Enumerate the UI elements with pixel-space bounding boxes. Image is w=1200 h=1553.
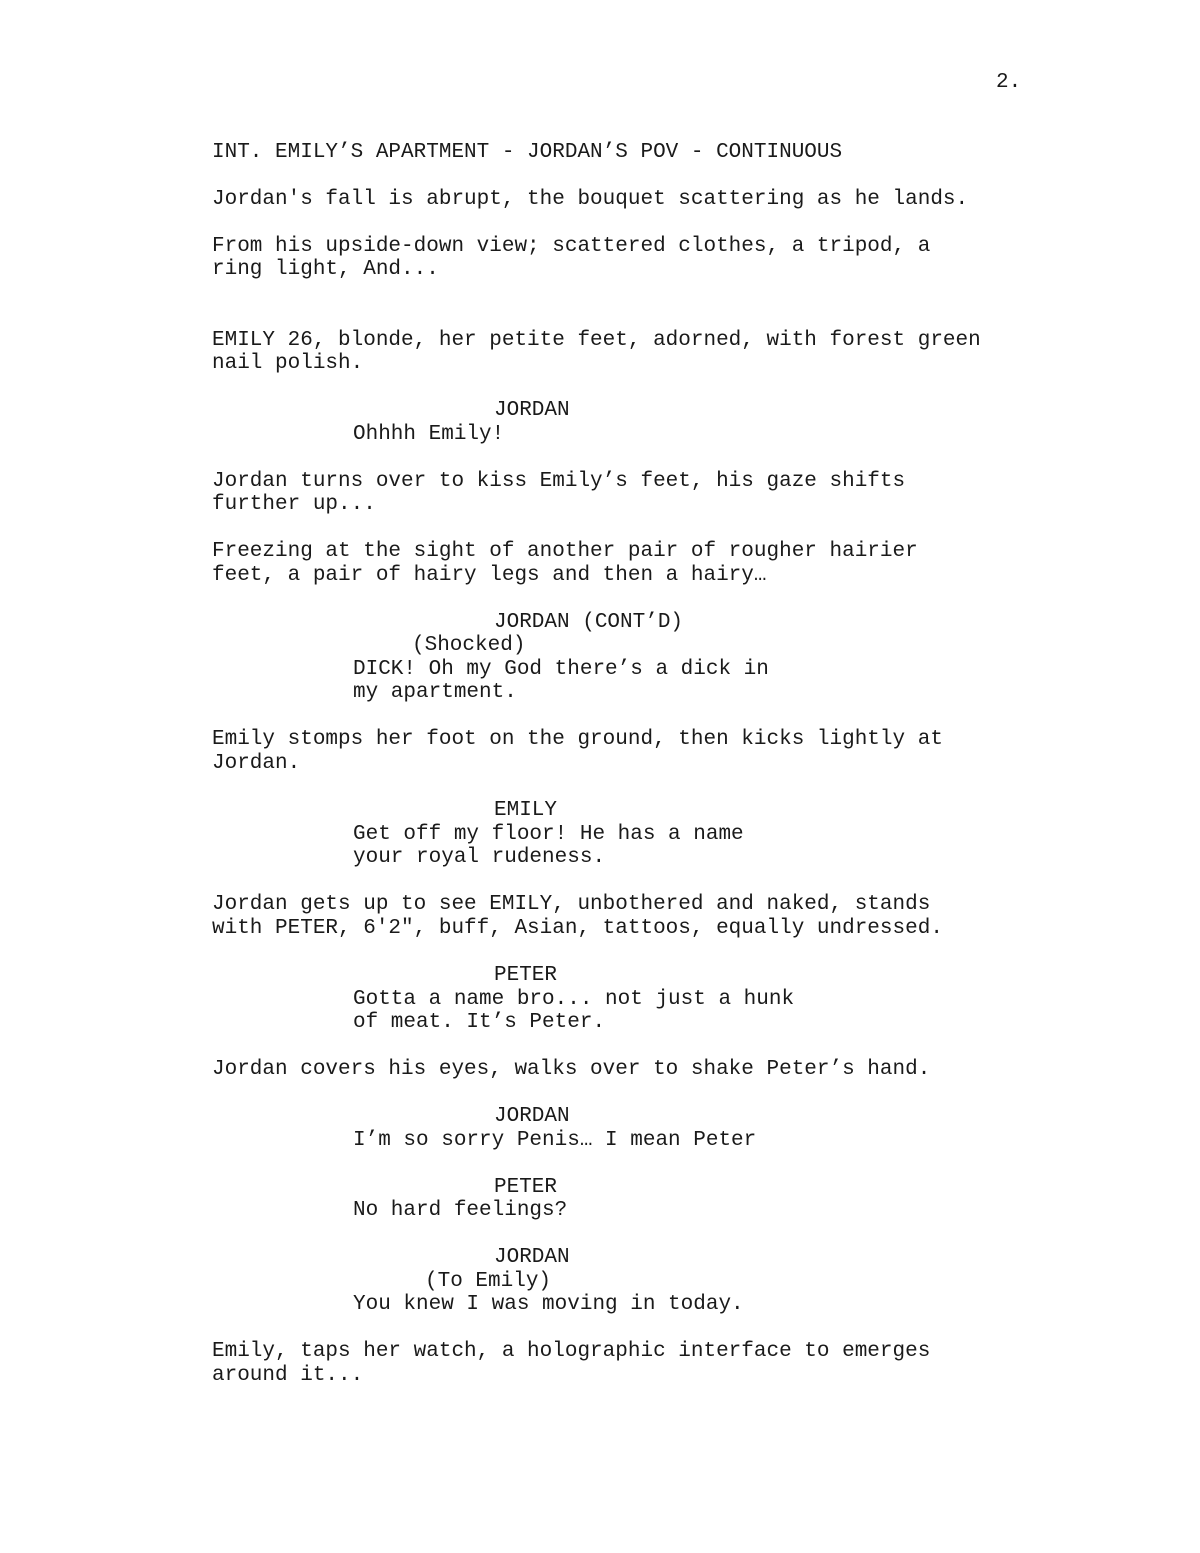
action-line: around it... (212, 1364, 364, 1387)
parenthetical: (Shocked) (412, 634, 526, 657)
dialogue-line: No hard feelings? (353, 1199, 568, 1222)
action-line: Emily stomps her foot on the ground, then kicks lightly at (212, 728, 943, 751)
action-line: further up... (212, 493, 376, 516)
dialogue-line: of meat. It’s Peter. (353, 1011, 606, 1034)
dialogue-line: your royal rudeness. (353, 846, 606, 869)
action-line: with PETER, 6'2", buff, Asian, tattoos, equally undressed. (212, 917, 943, 940)
action-line: Jordan gets up to see EMILY, unbothered and naked, stands (212, 893, 931, 916)
action-line: From his upside-down view; scattered clothes, a tripod, a (212, 235, 931, 258)
page-number: 2. (996, 71, 1022, 94)
character-name: JORDAN (494, 1105, 570, 1128)
character-name: JORDAN (CONT’D) (494, 611, 684, 634)
action-line: Jordan turns over to kiss Emily’s feet, his gaze shifts (212, 470, 906, 493)
action-line: EMILY 26, blonde, her petite feet, adorned, with forest green (212, 329, 981, 352)
dialogue-line: I’m so sorry Penis… I mean Peter (353, 1129, 757, 1152)
character-name: JORDAN (494, 399, 570, 422)
action-line: ring light, And... (212, 258, 439, 281)
action-line: Jordan covers his eyes, walks over to shake Peter’s hand. (212, 1058, 931, 1081)
action-line: feet, a pair of hairy legs and then a hairy… (212, 564, 767, 587)
dialogue-line: Get off my floor! He has a name (353, 823, 744, 846)
character-name: PETER (494, 1176, 558, 1199)
action-line: Freezing at the sight of another pair of rougher hairier (212, 540, 918, 563)
dialogue-line: Gotta a name bro... not just a hunk (353, 988, 795, 1011)
character-name: PETER (494, 964, 558, 987)
dialogue-line: my apartment. (353, 681, 517, 704)
action-line: Emily, taps her watch, a holographic interface to emerges (212, 1340, 931, 1363)
dialogue-line: Ohhhh Emily! (353, 423, 505, 446)
dialogue-line: You knew I was moving in today. (353, 1293, 744, 1316)
parenthetical: (To Emily) (425, 1270, 552, 1293)
scene-heading: INT. EMILY’S APARTMENT - JORDAN’S POV - CONTINUOUS (212, 141, 843, 164)
dialogue-line: DICK! Oh my God there’s a dick in (353, 658, 769, 681)
character-name: EMILY (494, 799, 558, 822)
character-name: JORDAN (494, 1246, 570, 1269)
action-line: Jordan. (212, 752, 301, 775)
action-line: nail polish. (212, 352, 364, 375)
action-line: Jordan's fall is abrupt, the bouquet scattering as he lands. (212, 188, 969, 211)
